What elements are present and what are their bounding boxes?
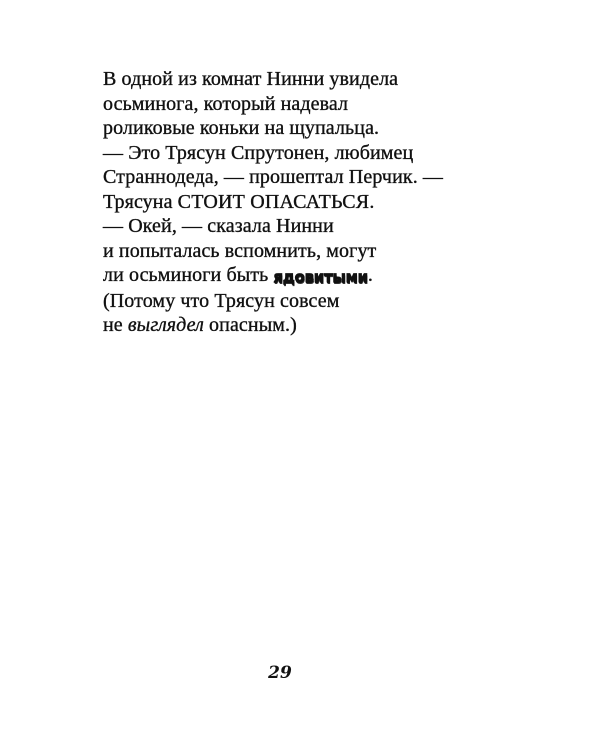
text-run: Страннодеда, — прошептал Перчик. — [103,166,444,188]
text-run: роликовые коньки на щупальца. [103,117,380,139]
text-run: и попыталась вспомнить, могут [103,239,377,262]
text-line [103,190,523,215]
text-line [103,67,523,92]
emphasis-italic: выглядел [127,314,204,336]
text-run: Трясуна [103,190,178,213]
text-line [103,313,523,338]
text-line [103,263,523,289]
page-number: 29 [268,663,292,683]
text-line [103,141,523,166]
text-line [103,214,523,239]
text-run: . [367,264,373,286]
text-run: . [369,190,375,213]
text-run: — Это Трясун Спрутонен, любимец [103,141,414,164]
text-run: — Окей, — сказала Нинни [103,215,334,237]
text-line [103,165,523,190]
text-run: не [103,314,128,336]
text-run: В одной из комнат Нинни увидела [103,68,399,90]
text-line [103,239,523,264]
text-run: (Потому что Трясун совсем [103,289,340,312]
text-run: опасным.) [203,314,297,336]
text-line [103,289,523,314]
text-line [103,92,523,117]
text-run: осьминога, который надевал [103,92,349,115]
text-run: ли осьминоги быть [103,264,274,286]
dripping-word: ядовитыми [273,268,368,286]
story-paragraph [103,67,523,338]
text-line [103,116,523,141]
emphasis-caps: СТОИТ ОПАСАТЬСЯ [177,190,370,213]
